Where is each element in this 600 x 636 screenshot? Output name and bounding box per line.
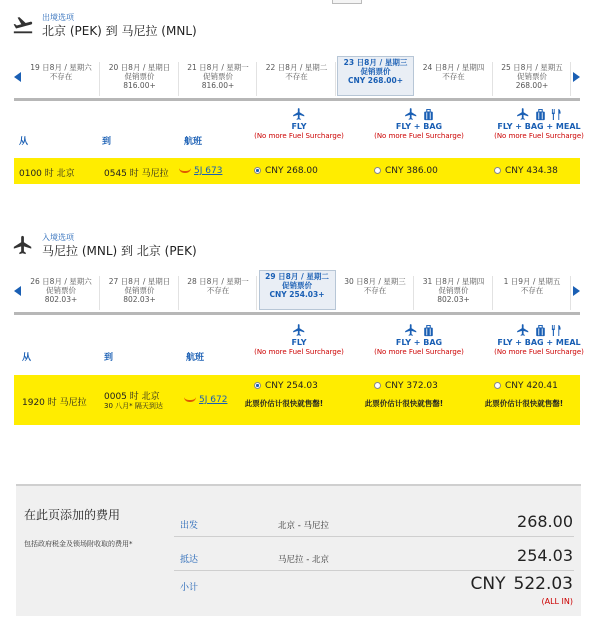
inbound-fare-header — [14, 324, 584, 374]
inbound-subtitle: 入境选项 — [42, 233, 74, 242]
flight-number[interactable] — [179, 166, 222, 176]
fare-type-column — [364, 324, 474, 356]
date-label: 30 日8月 / 星期三 — [344, 277, 406, 286]
fare-type-name: FLY — [291, 338, 307, 347]
outbound-date-selector — [14, 58, 580, 96]
inbound-title: 马尼拉 (MNL) 到 北京 (PEK) — [42, 244, 197, 258]
fare-price: CNY 434.38 — [505, 166, 558, 176]
fare-type-note: (No more Fuel Surcharge) — [374, 132, 464, 140]
fare-type-name: FLY + BAG + MEAL — [497, 338, 581, 347]
arrive-note: 30 八月* 隔天到达 — [104, 402, 163, 410]
summary-divider — [174, 570, 574, 571]
date-fare-price: 802.03+ — [123, 295, 156, 304]
next-dates-arrow-icon[interactable] — [573, 286, 580, 296]
date-fare-price: 816.00+ — [201, 81, 235, 90]
sellout-warning: 此票价估计很快就售罄! — [364, 399, 444, 408]
fare-type-note: (No more Fuel Surcharge) — [254, 132, 344, 140]
date-label: 28 日8月 / 星期一 — [187, 277, 249, 286]
fare-radio[interactable] — [494, 382, 501, 389]
date-option[interactable] — [416, 276, 493, 310]
fare-type-note: (No more Fuel Surcharge) — [494, 132, 584, 140]
flight-depart: 0100 时 北京 — [19, 169, 75, 179]
summary-divider — [174, 536, 574, 537]
date-fare-price: 802.03+ — [437, 295, 470, 304]
date-fare-status: 促销票价 — [124, 286, 155, 295]
date-option[interactable] — [494, 276, 571, 310]
date-fare-status: 促销票价 — [360, 67, 391, 76]
date-label: 26 日8月 / 星期六 — [30, 277, 92, 286]
date-fare-price: 268.00+ — [515, 81, 549, 90]
date-label: 1 日9月 / 星期五 — [503, 277, 561, 286]
date-label: 25 日8月 / 星期五 — [501, 63, 563, 72]
return-plane-icon — [12, 234, 34, 256]
fare-icons — [484, 108, 594, 122]
flight-arrive: 0545 时 马尼拉 — [104, 169, 169, 179]
date-option[interactable] — [102, 62, 179, 96]
date-fare-status: 不存在 — [520, 286, 544, 295]
date-option[interactable] — [180, 62, 257, 96]
outbound-fare-header — [14, 108, 584, 158]
fare-type-name: FLY — [291, 122, 307, 131]
summary-total — [471, 574, 573, 594]
fare-type-name: FLY + BAG — [395, 338, 443, 347]
fare-icons — [484, 324, 594, 338]
summary-note: 包括政府税金及锁场附收取的费用* — [24, 540, 133, 548]
sellout-warning: 此票价估计很快就售罄! — [244, 399, 324, 408]
summary-total-amount: 522.03 — [513, 574, 573, 594]
date-label: 27 日8月 / 星期日 — [108, 277, 171, 286]
date-fare-price: CNY 268.00+ — [347, 76, 404, 85]
outbound-section — [0, 12, 600, 212]
flight-number-link[interactable]: 5J 672 — [199, 395, 228, 405]
fare-price: CNY 386.00 — [385, 166, 438, 176]
date-option[interactable] — [180, 276, 257, 310]
summary-title: 在此页添加的费用 — [24, 508, 121, 522]
fare-icons — [244, 324, 354, 338]
fare-type-name: FLY + BAG — [395, 122, 443, 131]
fare-type-note: (No more Fuel Surcharge) — [494, 348, 584, 356]
fare-price-option[interactable] — [254, 166, 318, 176]
col-to-label: 到 — [104, 353, 114, 363]
date-fare-price: 816.00+ — [123, 81, 156, 90]
inbound-section — [0, 232, 600, 432]
airline-logo-icon — [179, 168, 191, 173]
flight-number-link[interactable]: 5J 673 — [194, 166, 223, 176]
fare-icons — [364, 108, 474, 122]
flight-arrive: 0005 时 北京 — [104, 392, 160, 402]
date-fare-status: 不存在 — [49, 72, 73, 81]
col-flight-label: 航班 — [184, 137, 203, 147]
top-tab-indicator — [332, 0, 362, 4]
col-from-label: 从 — [22, 353, 32, 363]
date-option[interactable] — [259, 62, 336, 96]
date-fare-status: 促销票价 — [517, 72, 547, 81]
fare-icons — [244, 108, 354, 122]
date-option[interactable] — [259, 270, 336, 310]
fare-price-option[interactable] — [374, 166, 438, 176]
summary-depart-route: 北京 - 马尼拉 — [278, 521, 329, 531]
summary-all-in: (ALL IN) — [541, 597, 573, 606]
date-label: 29 日8月 / 星期二 — [265, 272, 329, 281]
fare-radio[interactable] — [254, 382, 261, 389]
sellout-warning: 此票价估计很快就售罄! — [484, 399, 564, 408]
fare-price: CNY 372.03 — [385, 381, 438, 391]
fare-type-column — [244, 324, 354, 356]
fare-price: CNY 420.41 — [505, 381, 558, 391]
fare-type-name: FLY + BAG + MEAL — [497, 122, 581, 131]
date-label: 19 日8月 / 星期六 — [30, 63, 92, 72]
date-option[interactable] — [494, 62, 571, 96]
date-fare-status: 促销票价 — [124, 72, 155, 81]
fare-price-option[interactable] — [494, 381, 558, 391]
airline-logo-icon — [184, 397, 196, 402]
col-from-label: 从 — [19, 137, 29, 147]
inbound-date-divider — [14, 312, 580, 315]
outbound-flight-row — [14, 158, 580, 184]
date-fare-status: 不存在 — [206, 286, 230, 295]
fare-type-column — [244, 108, 354, 140]
date-label: 23 日8月 / 星期三 — [343, 58, 408, 67]
col-to-label: 到 — [102, 137, 112, 147]
fare-price: CNY 268.00 — [265, 166, 318, 176]
date-option[interactable] — [102, 276, 179, 310]
date-fare-status: 促销票价 — [438, 286, 469, 295]
summary-return-amount: 254.03 — [517, 546, 573, 565]
inbound-flight-row — [14, 375, 580, 425]
departure-plane-icon — [12, 14, 34, 36]
summary-depart-amount: 268.00 — [517, 512, 573, 531]
summary-currency: CNY — [470, 574, 506, 594]
flight-depart: 1920 时 马尼拉 — [22, 398, 87, 408]
date-label: 24 日8月 / 星期四 — [422, 63, 485, 72]
date-label: 31 日8月 / 星期四 — [422, 277, 485, 286]
prev-dates-arrow-icon[interactable] — [14, 286, 21, 296]
date-option[interactable] — [23, 62, 100, 96]
date-fare-price: CNY 254.03+ — [269, 290, 325, 299]
summary-depart-label: 出发 — [180, 521, 199, 531]
date-option[interactable] — [337, 56, 414, 96]
summary-return-label: 抵达 — [180, 555, 199, 565]
next-dates-arrow-icon[interactable] — [573, 72, 580, 82]
fare-type-note: (No more Fuel Surcharge) — [254, 348, 344, 356]
outbound-date-divider — [14, 98, 580, 101]
outbound-subtitle: 出境选项 — [42, 13, 74, 22]
fare-price: CNY 254.03 — [265, 381, 318, 391]
summary-return-route: 马尼拉 - 北京 — [278, 555, 329, 565]
date-fare-status: 不存在 — [285, 72, 308, 81]
date-option[interactable] — [337, 276, 414, 310]
fare-radio[interactable] — [494, 167, 501, 174]
fare-type-column — [484, 108, 594, 140]
date-label: 21 日8月 / 星期一 — [187, 63, 249, 72]
date-label: 20 日8月 / 星期日 — [108, 63, 171, 72]
fare-radio[interactable] — [374, 167, 381, 174]
fare-radio[interactable] — [374, 382, 381, 389]
date-fare-status: 促销票价 — [203, 72, 233, 81]
fare-price-option[interactable] — [494, 166, 558, 176]
date-fare-status: 不存在 — [442, 72, 465, 81]
date-fare-price: 802.03+ — [44, 295, 78, 304]
flight-number[interactable] — [184, 395, 227, 405]
outbound-title: 北京 (PEK) 到 马尼拉 (MNL) — [42, 24, 197, 38]
summary-subtotal-label: 小计 — [180, 583, 199, 593]
prev-dates-arrow-icon[interactable] — [14, 72, 21, 82]
date-option[interactable] — [23, 276, 100, 310]
date-option[interactable] — [416, 62, 493, 96]
fare-price-option[interactable] — [374, 381, 438, 391]
fare-type-note: (No more Fuel Surcharge) — [374, 348, 464, 356]
fare-icons — [364, 324, 474, 338]
fare-summary-panel — [16, 484, 581, 616]
fare-price-option[interactable] — [254, 381, 318, 391]
fare-type-column — [484, 324, 594, 356]
fare-type-column — [364, 108, 474, 140]
fare-radio[interactable] — [254, 167, 261, 174]
inbound-date-selector — [14, 272, 580, 310]
date-fare-status: 促销票价 — [46, 286, 76, 295]
date-fare-status: 促销票价 — [282, 281, 312, 290]
date-label: 22 日8月 / 星期二 — [265, 63, 328, 72]
col-flight-label: 航班 — [186, 353, 205, 363]
date-fare-status: 不存在 — [363, 286, 387, 295]
